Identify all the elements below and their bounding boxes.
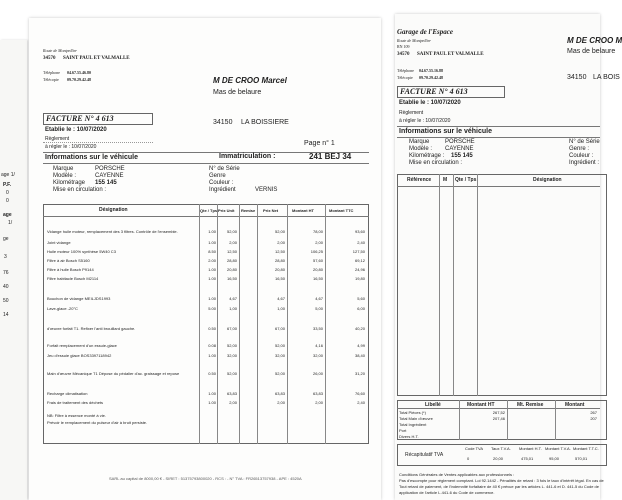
vat-ht: 475,01 <box>521 456 534 461</box>
line-item-ttc: 127,50 <box>352 249 365 254</box>
vat-ttc: 570,01 <box>575 456 588 461</box>
customer-postcode: 34150 <box>213 119 233 126</box>
divider <box>397 408 600 409</box>
column-divider <box>459 400 460 440</box>
line-item-designation: Huile moteur 100% synthèse 5W40 C3 <box>47 249 116 254</box>
vat-code: 0 <box>467 456 470 461</box>
line-item-ht: 4,16 <box>315 343 323 348</box>
line-item-net: 1,00 <box>277 306 285 311</box>
customer-address: Mas de belaure <box>213 89 262 96</box>
line-item-qty: 1.00 <box>208 391 216 396</box>
line-item-qty: 1.00 <box>208 240 216 245</box>
line-item-qty: 1.00 <box>208 267 216 272</box>
line-item-designation: Bouchon de vidange MEILJDS1993 <box>47 296 111 301</box>
invoice-title: FACTURE N° 4 613 <box>46 114 114 123</box>
line-item-qty: 0.08 <box>208 343 216 348</box>
registration-label: Immatriculation : <box>219 153 276 160</box>
customer-city: LA BOISSIERE <box>241 119 289 126</box>
column-header: Qte / Tps <box>200 208 218 213</box>
line-item-qty: 1.00 <box>208 296 216 301</box>
column-header: Prix Net <box>263 208 279 213</box>
line-item-net: 52,00 <box>274 371 285 376</box>
table-header-divider <box>397 186 600 187</box>
line-item-unit: 63,83 <box>226 391 237 396</box>
sheet-fragment-text: 14 <box>3 312 9 318</box>
totals-header: Mt. Remise <box>517 402 544 408</box>
line-item-ht: 63,83 <box>312 391 323 396</box>
line-item-designation: Filtre à air Bosch S5160 <box>47 258 90 263</box>
garage-name: Garage de l'Espace <box>397 28 453 36</box>
customer-postcode: 34150 <box>567 74 587 81</box>
divider <box>397 137 600 138</box>
line-item-unit: 4,67 <box>229 296 237 301</box>
line-item-ht: 2,00 <box>315 240 323 245</box>
totals-label: Total Main d'œuvre <box>399 416 433 421</box>
line-item-net: 52,00 <box>274 343 285 348</box>
make-label: Marque <box>53 166 74 172</box>
divider <box>43 142 153 143</box>
conditions-line: Tout retard de paiement, de l'indemnité forfaitaire de 40 € prévue par les articles L. 441-6 et D. 441-5 du Code de <box>399 484 599 489</box>
payment-due-date: à régler le : 10/07/2020 <box>399 118 451 124</box>
note-line: Prévoir le remplacement du pulseur d'air à bruit persiste. <box>47 420 148 425</box>
column-header: M <box>443 177 448 183</box>
customer-city: LA BOIS <box>593 74 620 81</box>
line-item-designation: Filtre à huile Bosch P9144 <box>47 267 94 272</box>
vehicle-section-title: Informations sur le véhicule <box>399 128 492 135</box>
company-phone-label: Téléphone <box>43 70 60 75</box>
line-item-net: 2,00 <box>277 240 285 245</box>
totals-label: Port <box>399 428 407 433</box>
invoice-issued-date: Etablie le : 10/07/2020 <box>45 127 107 133</box>
sheet-fragment-text: 3 <box>4 254 7 260</box>
company-fax-label: Télécopie <box>397 75 413 80</box>
line-item-unit: 2,00 <box>229 400 237 405</box>
sheet-fragment-text: 40 <box>3 284 9 290</box>
line-item-ttc: 5,60 <box>357 296 365 301</box>
page-number: Page n° 1 <box>304 140 335 147</box>
line-item-ht: 57,60 <box>312 258 323 263</box>
line-item-designation: Recharge climatisation <box>47 391 88 396</box>
line-item-ttc: 24,96 <box>354 267 365 272</box>
table-header-divider <box>43 216 369 217</box>
line-item-unit: 52,00 <box>226 343 237 348</box>
line-item-ttc: 69,12 <box>354 258 365 263</box>
mileage-value: 155 145 <box>95 180 117 186</box>
payment-label: Règlement <box>399 110 424 116</box>
line-item-designation: Filtre habitacle Bosch M2114 <box>47 276 99 281</box>
invoice-sheet-partial <box>395 14 622 500</box>
line-item-qty: 1.00 <box>208 276 216 281</box>
line-item-net: 16,50 <box>274 276 285 281</box>
note-line: NB: Filtre à essence monté à vie. <box>47 413 106 418</box>
line-item-unit: 32,00 <box>226 353 237 358</box>
ingredient-label: Ingrédient <box>209 187 236 193</box>
line-item-designation: d'œuvre forfait T1. Refixer l'anti brouillard gauche. <box>47 326 136 331</box>
vat-header: Montant T.V.A. <box>545 446 571 451</box>
company-phone-label: Téléphone <box>397 68 414 73</box>
company-street: Route de Montpellier <box>397 38 431 43</box>
line-item-ttc: 4,99 <box>357 343 365 348</box>
line-item-unit: 20,80 <box>226 267 237 272</box>
line-item-net: 63,83 <box>274 391 285 396</box>
line-item-unit: 1,00 <box>229 306 237 311</box>
line-item-ht: 26,00 <box>312 371 323 376</box>
company-fax-label: Télécopie <box>43 77 59 82</box>
line-item-unit: 52,00 <box>226 229 237 234</box>
company-city: SAINT PAUL ET VALMALLE <box>417 52 484 57</box>
line-item-ttc: 6,00 <box>357 306 365 311</box>
divider <box>43 163 369 164</box>
company-road: RN 109 <box>397 44 410 49</box>
sheet-fragment-text: 76 <box>3 270 9 276</box>
column-header: Remise <box>241 208 256 213</box>
totals-header: Libellé <box>425 402 441 408</box>
mileage-value: 155 145 <box>451 153 473 159</box>
line-item-designation: Forfait remplacement d'un essuie-glace <box>47 343 117 348</box>
company-phone: 04.67.55.46.80 <box>67 70 91 75</box>
totals-amt: 207 <box>590 416 597 421</box>
line-item-qty: 5.00 <box>208 306 216 311</box>
company-fax: 09.70.29.42.48 <box>419 75 443 80</box>
sheet-fragment-text: P.F. <box>3 182 11 188</box>
conditions-line: Conditions Générales de Ventes applicables aux professionnels : <box>399 472 515 477</box>
line-item-net: 52,00 <box>274 229 285 234</box>
company-street: Route de Montpellier <box>43 48 77 53</box>
vehicle-section-title: Informations sur le véhicule <box>45 154 138 161</box>
line-item-designation: Frais de traitement des déchets <box>47 400 104 405</box>
line-item-ttc: 19,80 <box>354 276 365 281</box>
sheet-fragment-text: 0 <box>6 190 9 196</box>
serial-label: N° de Série <box>209 166 240 172</box>
line-item-ht: 106,25 <box>310 249 323 254</box>
registration-value: 241 BEJ 34 <box>309 152 352 161</box>
divider <box>397 126 600 127</box>
line-item-qty: 0.50 <box>208 371 216 376</box>
line-item-ttc: 38,40 <box>354 353 365 358</box>
model-value: CAYENNE <box>445 146 474 152</box>
genre-label: Genre <box>209 173 226 179</box>
line-item-net: 67,00 <box>274 326 285 331</box>
totals-label: Total Ingrédient <box>399 422 427 427</box>
column-divider <box>199 204 200 444</box>
column-header: Désignation <box>533 177 562 183</box>
line-item-unit: 28,80 <box>226 258 237 263</box>
sheet-fragment-text: age 1/ <box>1 172 15 178</box>
line-item-ht: 16,50 <box>312 276 323 281</box>
line-item-net: 20,80 <box>274 267 285 272</box>
payment-label: Règlement <box>45 136 70 142</box>
vat-header: Montant H.T. <box>519 446 542 451</box>
sheet-fragment-text: age <box>3 212 12 218</box>
totals-header: Montant HT <box>467 402 495 408</box>
line-item-net: 2,00 <box>277 400 285 405</box>
column-divider <box>439 174 440 396</box>
line-item-net: 32,00 <box>274 353 285 358</box>
line-item-qty: 8.50 <box>208 249 216 254</box>
line-item-net: 4,67 <box>277 296 285 301</box>
column-divider <box>217 204 218 444</box>
line-item-qty: 1.00 <box>208 353 216 358</box>
payment-due-date: à régler le : 10/07/2020 <box>45 144 97 150</box>
line-item-qty: 2.00 <box>208 258 216 263</box>
line-items-table <box>397 174 607 396</box>
line-item-ttc: 2,40 <box>357 400 365 405</box>
line-item-designation: Vidange huile moteur, remplacement des 3 filtres. Contrôle de l'ensemble. <box>47 229 178 234</box>
model-value: CAYENNE <box>95 173 124 179</box>
line-item-ht: 4,67 <box>315 296 323 301</box>
line-item-unit: 52,00 <box>226 371 237 376</box>
totals-amt: 267 <box>590 410 597 415</box>
company-postcode: 34570 <box>397 52 410 57</box>
line-item-ht: 20,80 <box>312 267 323 272</box>
line-item-unit: 12,50 <box>226 249 237 254</box>
sheet-fragment-text: ge <box>3 236 9 242</box>
vat-amount: 95,00 <box>549 456 560 461</box>
line-item-ttc: 93,60 <box>354 229 365 234</box>
mileage-label: Kilométrage <box>53 180 86 186</box>
ingredient-label: Ingrédient : <box>569 160 600 166</box>
customer-name: M DE CROO Marcel <box>213 76 287 85</box>
circulation-label: Mise en circulation : <box>409 160 463 166</box>
vat-title: Récapitulatif TVA <box>405 452 444 458</box>
invoice-title: FACTURE N° 4 613 <box>400 87 468 96</box>
color-label: Couleur : <box>569 153 594 159</box>
totals-ht: 207,46 <box>492 416 505 421</box>
line-item-ht: 78,00 <box>312 229 323 234</box>
line-item-unit: 16,50 <box>226 276 237 281</box>
circulation-label: Mise en circulation : <box>53 187 107 193</box>
company-phone: 04.67.55.16.88 <box>419 68 443 73</box>
sheet-fragment-text: 50 <box>3 298 9 304</box>
vat-header: Code TVA <box>465 446 484 451</box>
column-divider <box>477 174 478 396</box>
invoice-sheet <box>29 18 381 500</box>
vat-rate: 20,00 <box>493 456 504 461</box>
serial-label: N° de Série <box>569 139 600 145</box>
line-item-designation: Jeu d'essuie glace BOS3397118942 <box>47 353 112 358</box>
totals-header: Montant <box>565 402 585 408</box>
column-header: Désignation <box>99 207 128 213</box>
color-label: Couleur : <box>209 180 234 186</box>
column-divider <box>325 204 326 444</box>
left-invoice-sheet <box>0 40 27 500</box>
line-item-ht: 32,00 <box>312 353 323 358</box>
column-header: Référence <box>407 177 432 183</box>
totals-label: Total Pièces (*) <box>399 410 426 415</box>
column-divider <box>257 204 258 444</box>
line-item-designation: Joint vidange <box>47 240 71 245</box>
column-header: Qte / Tps <box>455 177 477 183</box>
line-item-net: 28,80 <box>274 258 285 263</box>
line-item-ht: 5,00 <box>315 306 323 311</box>
conditions-line: Pas d'escompte pour règlement comptant. Loi 92.1442 - Pénalités de retard : 3 fois le taux d'intérêt légal. En cas de <box>399 478 604 483</box>
ingredient-value: VERNIS <box>255 187 278 193</box>
line-item-designation: Lave-glace -20°C <box>47 306 78 311</box>
vat-header: Montant T.T.C. <box>573 446 599 451</box>
company-postcode: 34570 <box>43 56 56 61</box>
column-header: Prix Unit <box>218 208 235 213</box>
column-header: Montant TTC <box>329 208 354 213</box>
line-item-ht: 33,50 <box>312 326 323 331</box>
make-value: PORSCHE <box>95 166 125 172</box>
totals-ht: 267,52 <box>492 410 505 415</box>
mileage-label: Kilométrage : <box>409 153 445 159</box>
company-fax: 09.70.29.42.48 <box>67 77 91 82</box>
legal-footer: SARL au capital de 8000,00 € - SIRET : 51375793800020 - RCS : - N° TVA : FR26513757938 - APE : 4520A <box>109 476 302 481</box>
column-header: Montant HT <box>292 208 314 213</box>
line-item-qty: 0.50 <box>208 326 216 331</box>
invoice-issued-date: Etablie le : 10/07/2020 <box>399 100 461 106</box>
line-item-qty: 1.00 <box>208 400 216 405</box>
line-item-unit: 67,00 <box>226 326 237 331</box>
column-divider <box>239 204 240 444</box>
line-item-unit: 2,00 <box>229 240 237 245</box>
totals-label: Divers H.T. <box>399 434 419 439</box>
make-label: Marque <box>409 139 430 145</box>
line-item-designation: Main d'œuvre Mécanique T1 Dépose du pédalier d'ac. graissage et repose <box>47 371 180 376</box>
line-item-qty: 1.00 <box>208 229 216 234</box>
genre-label: Genre : <box>569 146 590 152</box>
line-item-ttc: 2,40 <box>357 240 365 245</box>
sheet-fragment-text: 0 <box>6 198 9 204</box>
column-divider <box>555 400 556 440</box>
sheet-fragment-text: 1/ <box>8 220 13 226</box>
customer-name: M DE CROO M <box>567 36 622 45</box>
line-item-ht: 2,00 <box>315 400 323 405</box>
customer-address: Mas de belaure <box>567 48 616 55</box>
model-label: Modèle : <box>53 173 77 179</box>
line-item-ttc: 76,60 <box>354 391 365 396</box>
company-city: SAINT PAUL ET VALMALLE <box>63 56 130 61</box>
line-item-net: 12,50 <box>274 249 285 254</box>
make-value: PORSCHE <box>445 139 475 145</box>
model-label: Modèle : <box>409 146 433 152</box>
column-divider <box>507 400 508 440</box>
line-item-ttc: 31,20 <box>354 371 365 376</box>
column-divider <box>287 204 288 444</box>
line-item-ttc: 40,20 <box>354 326 365 331</box>
vat-header: Taux T.V.A. <box>491 446 511 451</box>
column-divider <box>453 174 454 396</box>
conditions-line: application de l'article L.441-6 du Code de commerce. <box>399 490 495 495</box>
